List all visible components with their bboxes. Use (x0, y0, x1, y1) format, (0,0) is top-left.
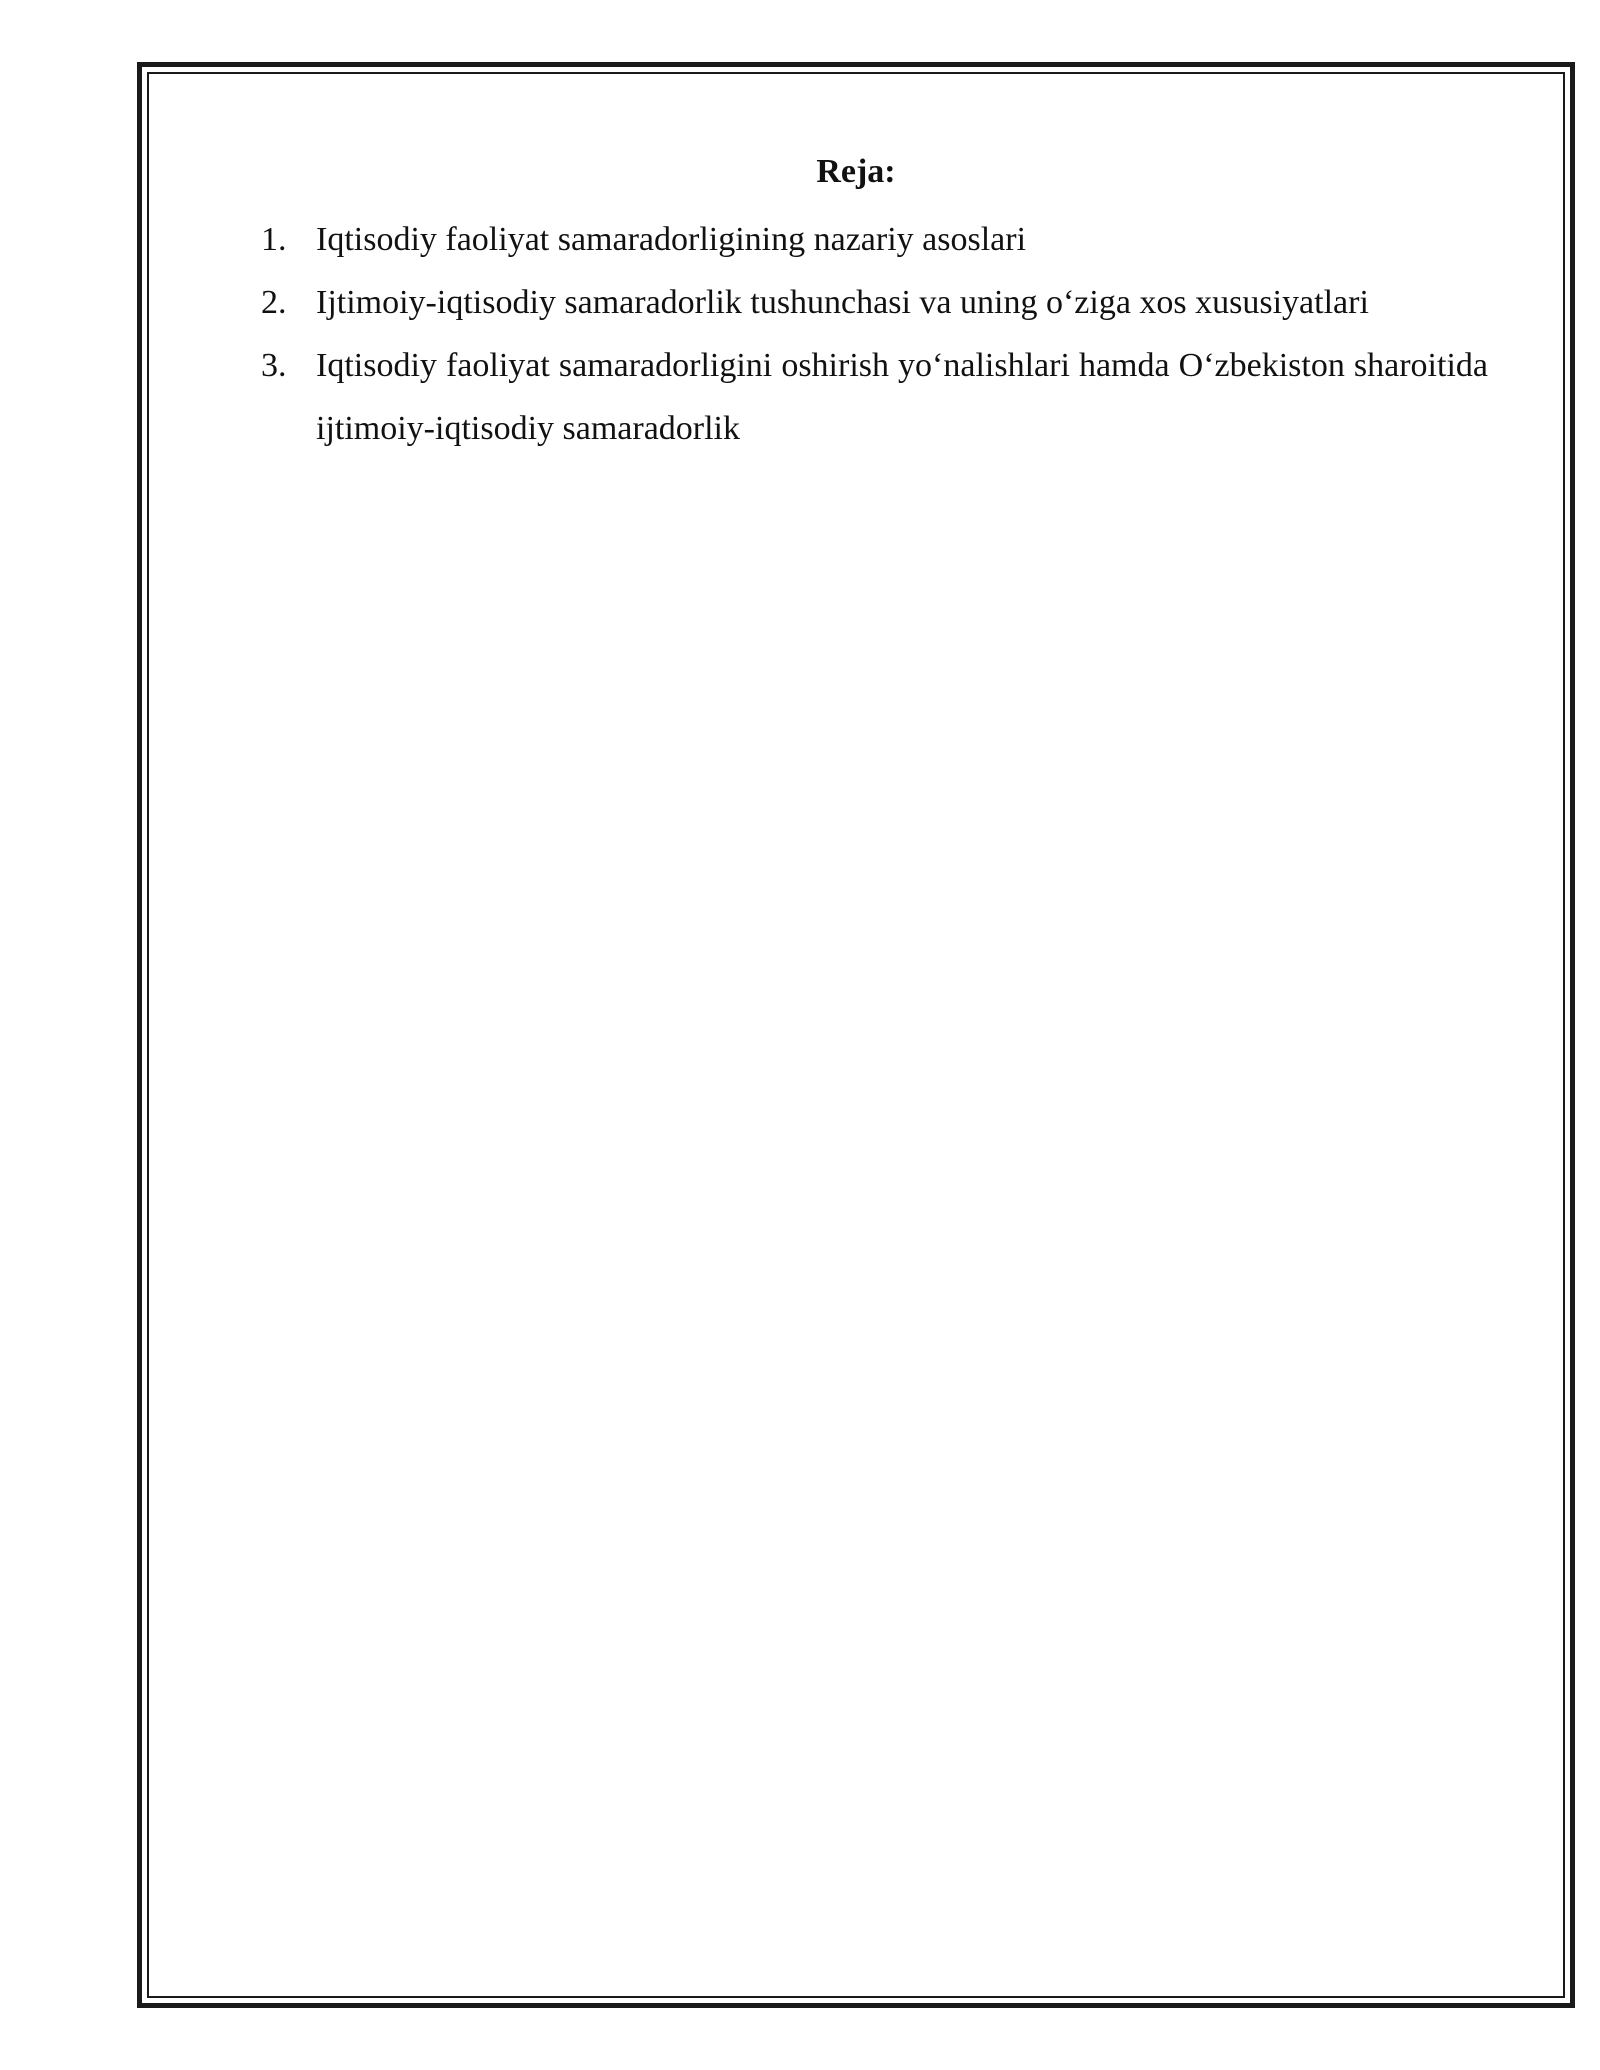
list-item (261, 271, 1488, 334)
page-content (147, 72, 1565, 1998)
list-item-text: Iqtisodiy faoliyat samaradorligini oshirish yo‘nalishlari hamda O‘zbekiston sharoitida ijtimoiy-iqtisodiy samaradorlik (316, 347, 1488, 447)
list-item (261, 208, 1488, 271)
list-item-text: Ijtimoiy-iqtisodiy samaradorlik tushunchasi va uning o‘ziga xos xususiyatlari (316, 284, 1369, 321)
list-item-number: 1. (261, 221, 287, 258)
plan-list (261, 208, 1488, 460)
list-item (261, 334, 1488, 460)
list-item-number: 3. (261, 347, 287, 384)
page-title: Reja: (816, 153, 896, 190)
list-item-text: Iqtisodiy faoliyat samaradorligining nazariy asoslari (316, 221, 1027, 258)
list-item-number: 2. (261, 284, 287, 321)
